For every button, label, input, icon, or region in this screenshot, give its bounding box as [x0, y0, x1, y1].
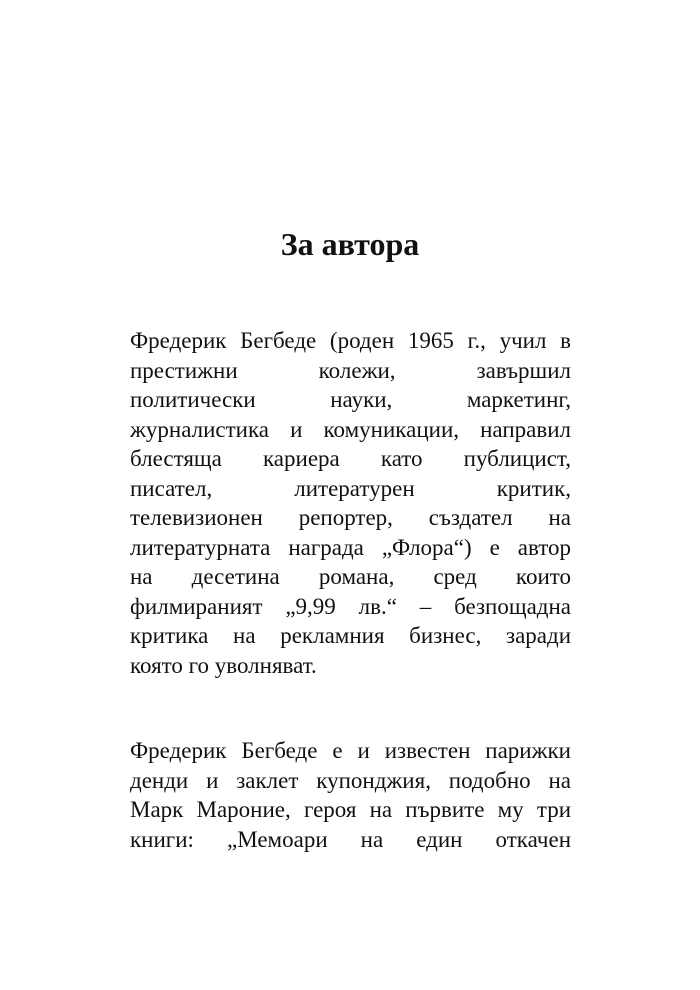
text-line: Фредерик Бегбеде (роден 1965 г., учил в [130, 328, 571, 353]
author-bio-paragraph-2 [130, 736, 571, 854]
text-line: Фредерик Бегбеде е и известен парижки [130, 738, 571, 763]
text-line: която го уволняват. [130, 652, 317, 678]
text-line: престижни колежи, завършил [130, 357, 571, 383]
text-line: журналистика и комуникации, направил [130, 416, 571, 442]
author-bio-paragraph-1 [130, 326, 571, 680]
text-line: критика на рекламния бизнес, заради [130, 623, 571, 648]
text-line: телевизионен репортер, създател на [130, 505, 571, 530]
text-line: филмираният „9,99 лв.“ – безпощадна [130, 593, 571, 619]
page-title: За автора [280, 226, 420, 262]
text-line: писател, литературен критик, [130, 475, 571, 501]
text-line: книги: „Мемоари на един откачен [130, 826, 571, 852]
text-line: Марк Мароние, героя на първите му три [130, 797, 571, 822]
text-line: денди и заклет купонджия, подобно на [130, 767, 571, 793]
text-line: политически науки, маркетинг, [130, 387, 571, 412]
text-line: блестяща кариера като публицист, [130, 446, 571, 471]
text-line: на десетина романа, сред които [130, 564, 571, 589]
text-line: литературната награда „Флора“) е автор [130, 534, 571, 560]
